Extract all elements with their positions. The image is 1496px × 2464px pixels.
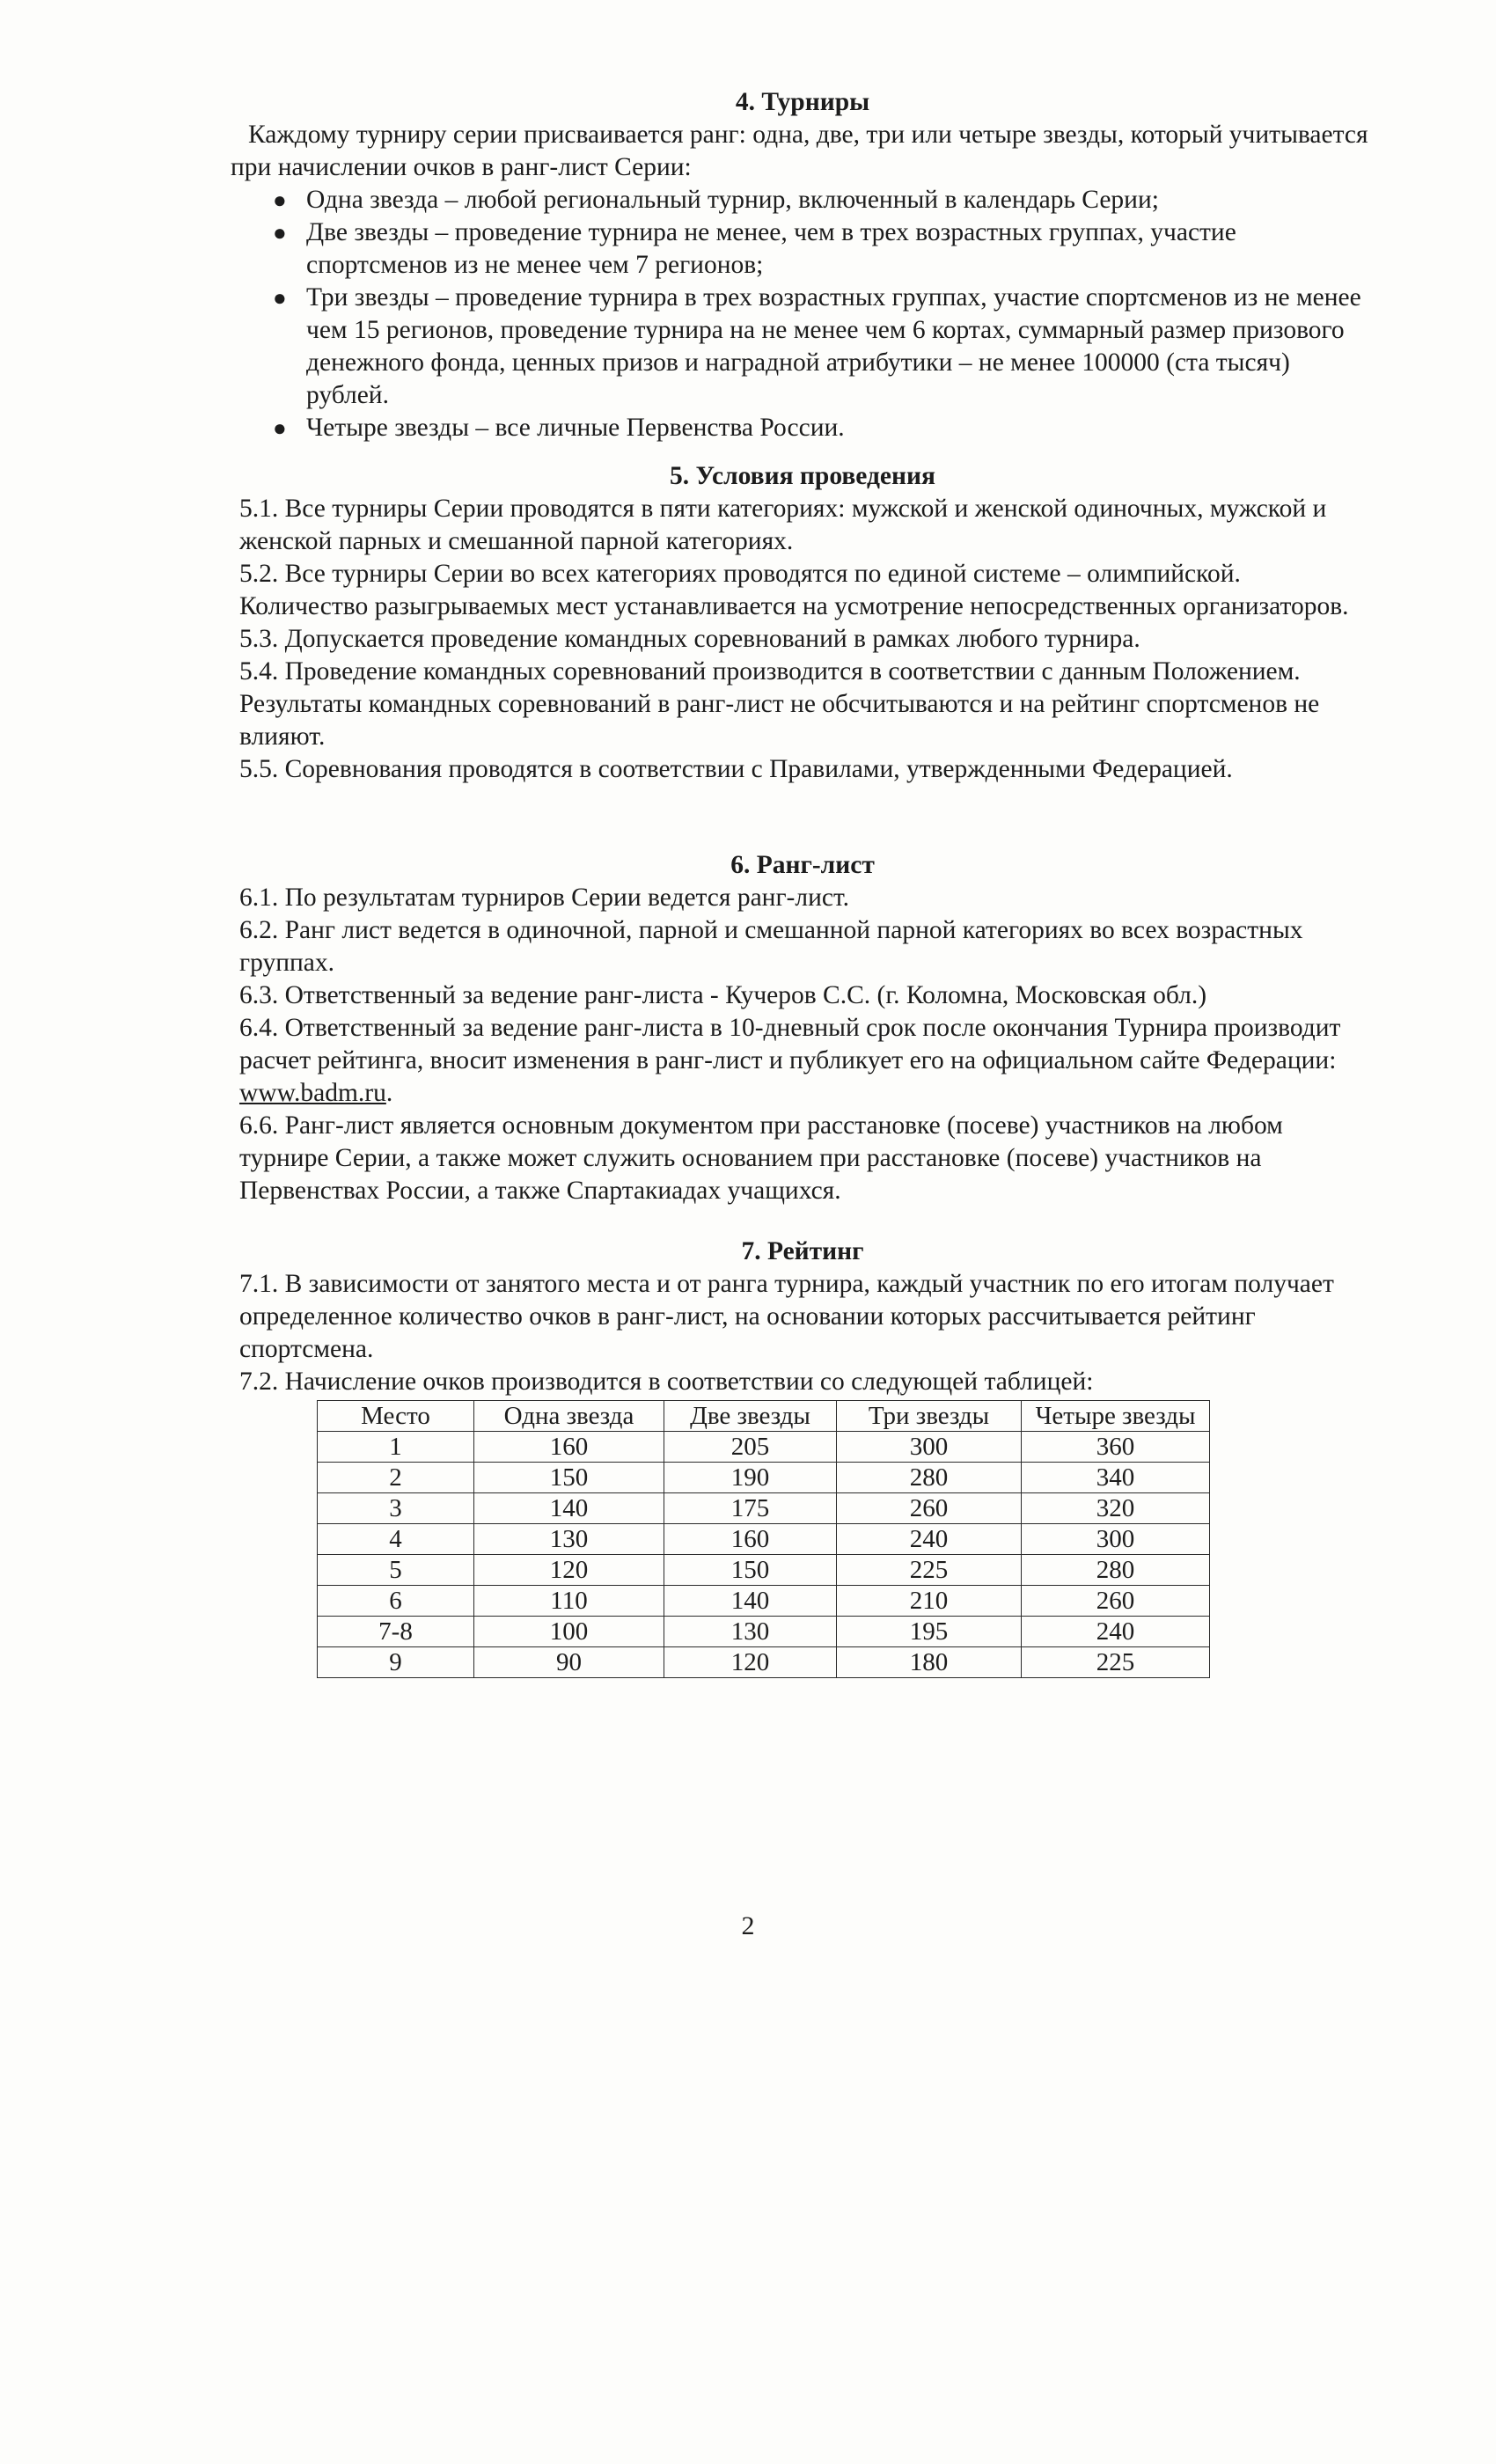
table-row [318,1647,1210,1678]
table-row [318,1493,1210,1524]
table-cell: 280 [837,1463,1022,1493]
table-row [318,1586,1210,1617]
table-cell: 240 [837,1524,1022,1555]
table-cell: 225 [837,1555,1022,1586]
table-cell: 300 [837,1432,1022,1463]
bullet-icon: ● [273,285,287,311]
table-row [318,1617,1210,1647]
spacer [231,786,1375,849]
column-header-four-stars: Четыре звезды [1022,1401,1210,1432]
table-cell: 120 [664,1647,837,1678]
table-cell: 320 [1022,1493,1210,1524]
table-body [318,1432,1210,1678]
list-item-text: Две звезды – проведение турнира не менее, чем в трех возрастных группах, участие спортсменов из не менее чем 7 регионов; [306,218,1236,279]
table-cell: 205 [664,1432,837,1463]
bullet-icon: ● [273,220,287,246]
table-cell: 110 [474,1586,664,1617]
list-item-text: Одна звезда – любой региональный турнир, включенный в календарь Серии; [306,186,1159,214]
list-item [231,412,1375,444]
spacer [231,1207,1375,1236]
table-cell: 195 [837,1617,1022,1647]
table-cell: 160 [664,1524,837,1555]
paragraph-6-4-text: 6.4. Ответственный за ведение ранг-листа в 10-дневный срок после окончания Турнира производит расчет рейтинга, вносит изменения в ранг-лист и публикует его на официальном сайте Федерации: [239,1014,1341,1074]
table-cell: 260 [1022,1586,1210,1617]
federation-website-link[interactable]: www.badm.ru [239,1079,386,1107]
table-cell: 175 [664,1493,837,1524]
paragraph-7-2: 7.2. Начисление очков производится в соответствии со следующей таблицей: [239,1368,1094,1396]
table-cell: 280 [1022,1555,1210,1586]
paragraph-5-4: 5.4. Проведение командных соревнований производится в соответствии с данным Положением. Результаты командных соревнований в ранг-лист не обсчитываются и на рейтинг спортсменов не влияют. [239,657,1320,751]
table-row [318,1432,1210,1463]
table-cell: 2 [318,1463,474,1493]
table-cell: 225 [1022,1647,1210,1678]
table-cell: 100 [474,1617,664,1647]
table-row [318,1524,1210,1555]
list-item-text: Три звезды – проведение турнира в трех возрастных группах, участие спортсменов из не менее чем 15 регионов, проведение турнира на не менее чем 6 кортах, суммарный размер призового денежного фонда, ценных призов и наградной атрибутики – не менее 100000 (ста тысяч) рублей. [306,283,1361,409]
table-cell: 4 [318,1524,474,1555]
list-item [231,184,1375,216]
table-cell: 90 [474,1647,664,1678]
paragraph-6-3: 6.3. Ответственный за ведение ранг-листа - Кучеров С.С. (г. Коломна, Московская обл.) [239,981,1207,1009]
table-row [318,1555,1210,1586]
paragraph-5-2: 5.2. Все турниры Серии во всех категориях проводятся по единой системе – олимпийской. Количество разыгрываемых мест устанавливается на усмотрение непосредственных организаторов. [239,560,1349,620]
section-4-intro: Каждому турниру серии присваивается ранг: одна, две, три или четыре звезды, который учитывается при начислении очков в ранг-лист Серии: [231,121,1368,181]
list-item [231,216,1375,282]
column-header-place: Место [318,1401,474,1432]
table-cell: 5 [318,1555,474,1586]
paragraph-5-1: 5.1. Все турниры Серии проводятся в пяти категориях: мужской и женской одиночных, мужской и женской парных и смешанной парной категориях. [239,495,1327,555]
section-6-title: 6. Ранг-лист [730,851,875,879]
section-4-title: 4. Турниры [735,88,870,116]
table-cell: 120 [474,1555,664,1586]
section-4-bullet-list [231,184,1375,444]
table-cell: 130 [474,1524,664,1555]
table-cell: 240 [1022,1617,1210,1647]
paragraph-7-1: 7.1. В зависимости от занятого места и от ранга турнира, каждый участник по его итогам получает определенное количество очков в ранг-лист, на основании которых рассчитывается рейтинг спортсмена. [239,1270,1334,1363]
spacer [231,444,1375,460]
list-item-text: Четыре звезды – все личные Первенства России. [306,414,845,442]
paragraph-5-5: 5.5. Соревнования проводятся в соответствии с Правилами, утвержденными Федерацией. [239,755,1233,783]
table-cell: 300 [1022,1524,1210,1555]
table-cell: 130 [664,1617,837,1647]
table-cell: 6 [318,1586,474,1617]
table-cell: 150 [474,1463,664,1493]
list-item [231,282,1375,412]
table-cell: 3 [318,1493,474,1524]
page-number: 2 [741,1911,755,1940]
paragraph-6-6: 6.6. Ранг-лист является основным документом при расстановке (посеве) участников на любом турнире Серии, а также может служить основанием при расстановке (посеве) участников на Первенствах России, а также Спартакиадах учащихся. [239,1111,1283,1205]
column-header-three-stars: Три звезды [837,1401,1022,1432]
table-cell: 360 [1022,1432,1210,1463]
table-cell: 150 [664,1555,837,1586]
table-cell: 9 [318,1647,474,1678]
table-cell: 140 [664,1586,837,1617]
table-cell: 1 [318,1432,474,1463]
table-cell: 7-8 [318,1617,474,1647]
table-cell: 340 [1022,1463,1210,1493]
bullet-icon: ● [273,187,287,213]
paragraph-5-3: 5.3. Допускается проведение командных соревнований в рамках любого турнира. [239,625,1140,653]
section-5-title: 5. Условия проведения [670,462,935,490]
table-cell: 260 [837,1493,1022,1524]
column-header-one-star: Одна звезда [474,1401,664,1432]
paragraph-6-4-end: . [385,1079,393,1107]
column-header-two-stars: Две звезды [664,1401,837,1432]
bullet-icon: ● [273,415,287,441]
page-content [231,86,1375,1678]
table-cell: 180 [837,1647,1022,1678]
paragraph-6-4 [231,1012,1375,1110]
paragraph-6-1: 6.1. По результатам турниров Серии ведется ранг-лист. [239,884,850,912]
table-header-row [318,1401,1210,1432]
table-cell: 140 [474,1493,664,1524]
table-cell: 190 [664,1463,837,1493]
points-table [317,1400,1210,1678]
table-cell: 160 [474,1432,664,1463]
section-7-title: 7. Рейтинг [741,1237,864,1265]
table-cell: 210 [837,1586,1022,1617]
table-row [318,1463,1210,1493]
paragraph-6-2: 6.2. Ранг лист ведется в одиночной, парной и смешанной парной категориях во всех возрастных группах. [239,916,1303,977]
